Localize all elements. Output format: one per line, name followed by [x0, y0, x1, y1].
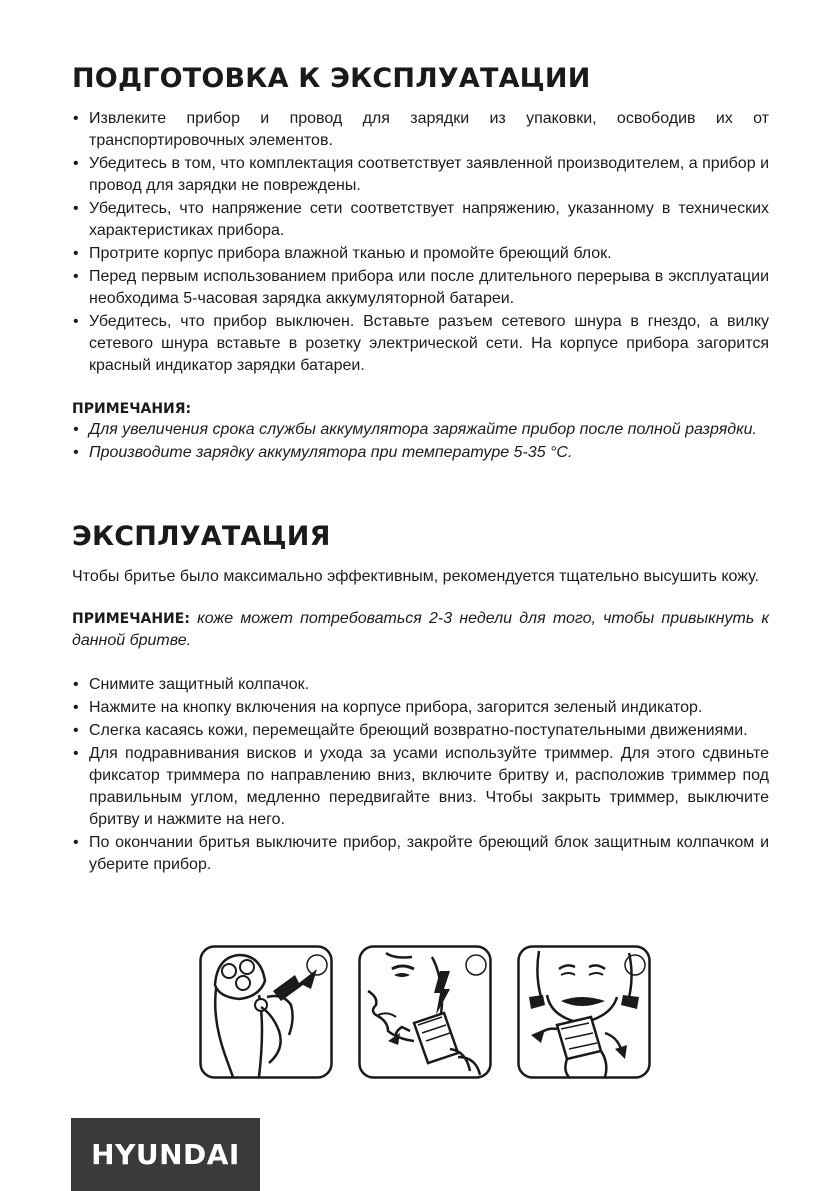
list-item: • Производите зарядку аккумулятора при температуре 5-35 °С.	[72, 442, 769, 464]
usage-intro: Чтобы бритье было максимально эффективным, рекомендуется тщательно высушить кожу.	[72, 568, 759, 585]
usage-list	[72, 674, 769, 876]
brand-name: HYUNDAI	[91, 1138, 240, 1171]
prep-list	[72, 108, 769, 377]
note-text: коже может потребоваться 2-3 недели для того, чтобы привыкнуть к данной бритве.	[72, 610, 769, 649]
list-item: • Убедитесь, что прибор выключен. Вставьте разъем сетевого шнура в гнездо, а вилку сетевого шнура вставьте в розетку электрической сети. На корпусе прибора загорится красный индикатор зарядки батареи.	[72, 311, 769, 377]
list-item: • Слегка касаясь кожи, перемещайте бреющий возвратно-поступательными движениями.	[72, 720, 769, 742]
power-button-illustration	[199, 945, 333, 1079]
trimmer-illustration	[358, 945, 492, 1079]
prep-title: ПОДГОТОВКА К ЭКСПЛУАТАЦИИ	[72, 63, 591, 94]
note-label: ПРИМЕЧАНИЕ:	[72, 611, 190, 627]
usage-title: ЭКСПЛУАТАЦИЯ	[72, 521, 331, 552]
usage-note	[72, 608, 769, 652]
brand-logo	[71, 1118, 260, 1191]
list-item: • Убедитесь в том, что комплектация соответствует заявленной производителем, а прибор и провод для зарядки не повреждены.	[72, 153, 769, 197]
list-item: • Нажмите на кнопку включения на корпусе прибора, загорится зеленый индикатор.	[72, 697, 769, 719]
list-item: • По окончании бритья выключите прибор, закройте бреющий блок защитным колпачком и уберите прибор.	[72, 832, 769, 876]
list-item: • Перед первым использованием прибора или после длительного перерыва в эксплуатации необходима 5-часовая зарядка аккумуляторной батареи.	[72, 266, 769, 310]
list-item: • Для подравнивания висков и ухода за усами используйте триммер. Для этого сдвиньте фиксатор триммера по направлению вниз, включите бритву и, расположив триммер под правильным углом, медленно передвигайте вниз. Чтобы закрыть триммер, выключите бритву и нажмите на него.	[72, 743, 769, 831]
shaving-illustration	[517, 945, 651, 1079]
list-item: • Извлеките прибор и провод для зарядки из упаковки, освободив их от транспортировочных элементов.	[72, 108, 769, 152]
shaver-power-icon	[199, 945, 333, 1079]
illustrations-row	[199, 945, 651, 1081]
list-item: • Для увеличения срока службы аккумулятора заряжайте прибор после полной разрядки.	[72, 419, 769, 441]
notes-heading: ПРИМЕЧАНИЯ:	[72, 401, 192, 417]
shaving-neck-icon	[517, 945, 651, 1079]
list-item: • Снимите защитный колпачок.	[72, 674, 769, 696]
notes-list	[72, 419, 769, 464]
list-item: • Убедитесь, что напряжение сети соответствует напряжению, указанному в технических характеристиках прибора.	[72, 198, 769, 242]
trimmer-face-icon	[358, 945, 492, 1079]
page-content	[72, 62, 769, 877]
list-item: • Протрите корпус прибора влажной тканью и промойте бреющий блок.	[72, 243, 769, 265]
